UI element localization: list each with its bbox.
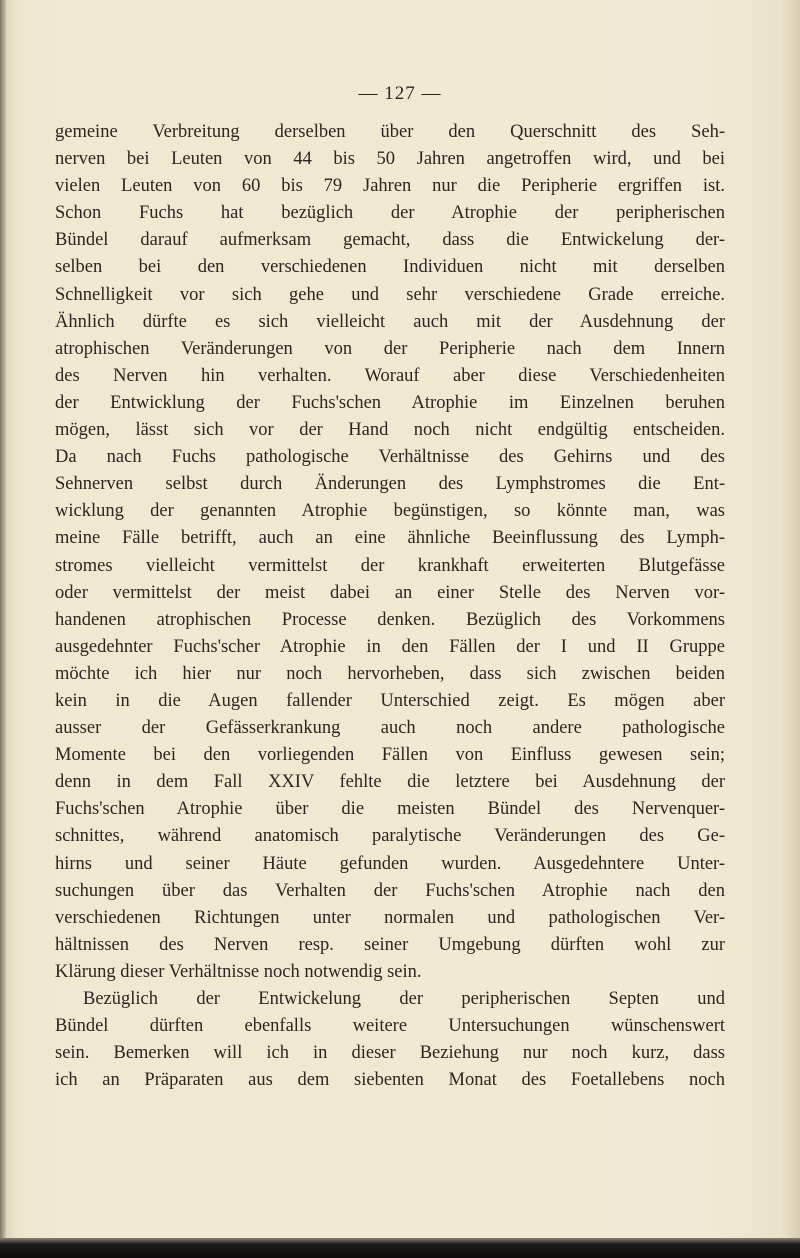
text-line: Klärung dieser Verhältnisse noch notwendig sein. — [55, 961, 422, 982]
text-line: Da nach Fuchs pathologische Verhältnisse des Gehirns und des — [55, 447, 725, 468]
text-line: sein. Bemerken will ich in dieser Beziehung nur noch kurz, dass — [55, 1043, 725, 1064]
text-line: Schon Fuchs hat bezüglich der Atrophie der peripherischen — [55, 203, 725, 224]
text-line: gemeine Verbreitung derselben über den Querschnitt des Seh- — [55, 122, 725, 142]
text-line: meine Fälle betrifft, auch an eine ähnliche Beeinflussung des Lymph- — [55, 528, 725, 549]
text-line: atrophischen Veränderungen von der Peripherie nach dem Innern — [55, 338, 725, 359]
body-text — [55, 119, 725, 1094]
text-line: möchte ich hier nur noch hervorheben, dass sich zwischen beiden — [55, 663, 725, 684]
text-line: ausgedehnter Fuchs'scher Atrophie in den Fällen der I und II Gruppe — [55, 636, 725, 657]
text-line: Momente bei den vorliegenden Fällen von Einfluss gewesen sein; — [55, 745, 725, 766]
text-line: Bezüglich der Entwickelung der peripherischen Septen und — [83, 989, 725, 1009]
text-line: suchungen über das Verhalten der Fuchs'schen Atrophie nach den — [55, 880, 725, 901]
text-line: denn in dem Fall XXIV fehlte die letztere bei Ausdehnung der — [55, 772, 725, 793]
scan-bottom-edge — [0, 1238, 800, 1258]
text-line: Sehnerven selbst durch Änderungen des Lymphstromes die Ent- — [55, 474, 725, 495]
text-line: oder vermittelst der meist dabei an einer Stelle des Nerven vor- — [55, 582, 725, 603]
text-line: selben bei den verschiedenen Individuen nicht mit derselben — [55, 257, 725, 278]
page-number: — 127 — — [358, 83, 442, 104]
text-line: wicklung der genannten Atrophie begünstigen, so könnte man, was — [55, 501, 725, 522]
text-line: mögen, lässt sich vor der Hand noch nicht endgültig entscheiden. — [55, 420, 725, 441]
text-line: stromes vielleicht vermittelst der krankhaft erweiterten Blutgefässe — [55, 555, 725, 576]
text-line: ausser der Gefässerkrankung auch noch andere pathologische — [55, 718, 725, 739]
text-line: schnittes, während anatomisch paralytische Veränderungen des Ge- — [55, 826, 725, 847]
text-line: Bündel darauf aufmerksam gemacht, dass die Entwickelung der- — [55, 230, 725, 251]
text-line: vielen Leuten von 60 bis 79 Jahren nur die Peripherie ergriffen ist. — [55, 176, 725, 197]
text-line: kein in die Augen fallender Unterschied zeigt. Es mögen aber — [55, 690, 725, 711]
text-line: nerven bei Leuten von 44 bis 50 Jahren angetroffen wird, und bei — [55, 149, 725, 170]
text-line: ich an Präparaten aus dem siebenten Monat des Foetallebens noch — [55, 1070, 725, 1091]
text-line: Fuchs'schen Atrophie über die meisten Bündel des Nervenquer- — [55, 799, 725, 820]
text-line: der Entwicklung der Fuchs'schen Atrophie im Einzelnen beruhen — [55, 392, 725, 413]
text-line: Bündel dürften ebenfalls weitere Untersuchungen wünschenswert — [55, 1016, 725, 1037]
text-line: hältnissen des Nerven resp. seiner Umgebung dürften wohl zur — [55, 934, 725, 955]
page-binding-edge — [0, 0, 6, 1258]
text-line: Schnelligkeit vor sich gehe und sehr verschiedene Grade erreiche. — [55, 284, 725, 305]
text-line: hirns und seiner Häute gefunden wurden. Ausgedehntere Unter- — [55, 853, 725, 874]
text-line: Ähnlich dürfte es sich vielleicht auch mit der Ausdehnung der — [55, 311, 725, 332]
text-line: des Nerven hin verhalten. Worauf aber diese Verschiedenheiten — [55, 365, 725, 386]
text-line: verschiedenen Richtungen unter normalen und pathologischen Ver- — [55, 907, 725, 928]
text-line: handenen atrophischen Processe denken. Bezüglich des Vorkommens — [55, 609, 725, 630]
